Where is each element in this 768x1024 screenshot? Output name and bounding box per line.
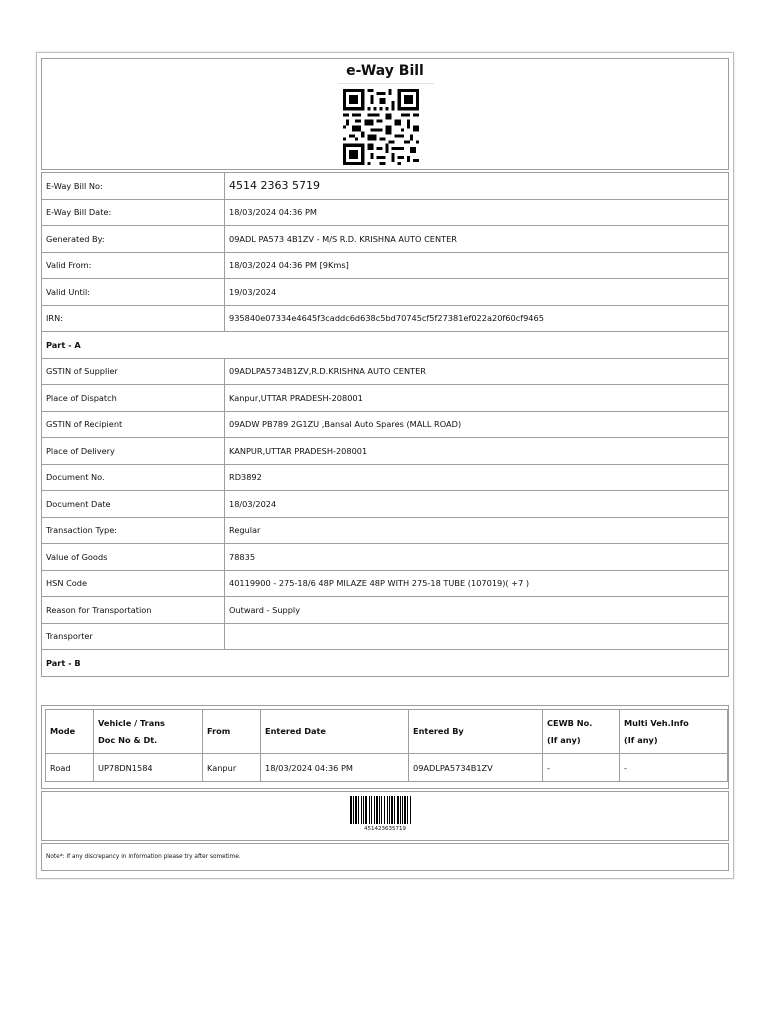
part-a-label: Transporter <box>42 623 225 650</box>
part-a-value <box>225 623 729 650</box>
part-a-label: Value of Goods <box>42 544 225 571</box>
cell-from: Kanpur <box>203 754 261 782</box>
part-a-row <box>42 570 729 597</box>
detail-row-irn <box>42 305 729 332</box>
part-a-value: 78835 <box>225 544 729 571</box>
detail-row-valid-from <box>42 252 729 279</box>
part-a-row <box>42 438 729 465</box>
detail-label: E-Way Bill No: <box>42 173 225 200</box>
part-a-label: GSTIN of Recipient <box>42 411 225 438</box>
part-a-row <box>42 517 729 544</box>
part-a-label: Place of Delivery <box>42 438 225 465</box>
column-header-multi-veh <box>620 710 728 754</box>
cell-mode: Road <box>46 754 94 782</box>
column-header-cewb <box>543 710 620 754</box>
part-a-label: Document No. <box>42 464 225 491</box>
part-a-value: Outward - Supply <box>225 597 729 624</box>
vehicle-table-row <box>46 754 728 782</box>
barcode-icon <box>350 796 422 824</box>
column-header-line1: Entered Date <box>265 726 326 736</box>
cell-vehicle-no: UP78DN1584 <box>94 754 203 782</box>
document-title: e-Way Bill <box>346 63 424 79</box>
part-a-label: Reason for Transportation <box>42 597 225 624</box>
detail-value: 18/03/2024 04:36 PM [9Kms] <box>225 252 729 279</box>
column-header-mode <box>46 710 94 754</box>
part-b-title: Part - B <box>42 650 729 677</box>
header-section <box>41 58 729 170</box>
part-a-value: RD3892 <box>225 464 729 491</box>
column-header-line2: (If any) <box>547 734 581 745</box>
part-a-value: 09ADW PB789 2G1ZU ,Bansal Auto Spares (MALL ROAD) <box>225 411 729 438</box>
part-a-row <box>42 597 729 624</box>
detail-label: Generated By: <box>42 226 225 253</box>
part-a-title: Part - A <box>42 332 729 359</box>
vehicle-table-header-row <box>46 710 728 754</box>
column-header-line1: Vehicle / Trans <box>98 717 165 728</box>
eway-bill-number: 4514 2363 5719 <box>225 173 729 200</box>
column-header-entered-date <box>261 710 409 754</box>
detail-row-ewb-date <box>42 199 729 226</box>
column-header-line2: (If any) <box>624 734 658 745</box>
eway-bill-details-table <box>41 172 729 677</box>
part-a-value: 18/03/2024 <box>225 491 729 518</box>
part-b-header-row <box>42 650 729 677</box>
column-header-line1: Entered By <box>413 726 464 736</box>
barcode-number: 451423635719 <box>364 826 406 832</box>
cell-entered-date: 18/03/2024 04:36 PM <box>261 754 409 782</box>
detail-value: 18/03/2024 04:36 PM <box>225 199 729 226</box>
barcode-section <box>41 791 729 841</box>
detail-value: 19/03/2024 <box>225 279 729 306</box>
part-b-section <box>41 705 729 789</box>
part-a-label: GSTIN of Supplier <box>42 358 225 385</box>
part-a-header-row <box>42 332 729 359</box>
note-section <box>41 843 729 871</box>
part-a-row <box>42 544 729 571</box>
column-header-line1: Mode <box>50 726 76 736</box>
part-a-label: Transaction Type: <box>42 517 225 544</box>
cell-entered-by: 09ADLPA5734B1ZV <box>409 754 543 782</box>
column-header-line1: CEWB No. <box>547 717 593 728</box>
part-a-value: Regular <box>225 517 729 544</box>
detail-row-ewb-no <box>42 173 729 200</box>
part-a-value: 40119900 - 275-18/6 48P MILAZE 48P WITH 275-18 TUBE (107019)( +7 ) <box>225 570 729 597</box>
part-a-row <box>42 358 729 385</box>
detail-label: Valid Until: <box>42 279 225 306</box>
column-header-line1: Multi Veh.Info <box>624 717 689 728</box>
part-a-value: Kanpur,UTTAR PRADESH-208001 <box>225 385 729 412</box>
column-header-line2: Doc No & Dt. <box>98 734 158 745</box>
part-a-label: Document Date <box>42 491 225 518</box>
part-a-row <box>42 491 729 518</box>
detail-value: 09ADL PA573 4B1ZV - M/S R.D. KRISHNA AUTO CENTER <box>225 226 729 253</box>
part-a-row <box>42 623 729 650</box>
detail-label: IRN: <box>42 305 225 332</box>
part-a-label: HSN Code <box>42 570 225 597</box>
title-divider <box>338 83 434 84</box>
discrepancy-note: Note*: If any discrepancy in information please try after sometime. <box>46 854 241 860</box>
detail-value: 935840e07334e4645f3caddc6d638c5bd70745cf5f27381ef022a20f60cf9465 <box>225 305 729 332</box>
detail-row-valid-until <box>42 279 729 306</box>
qr-code-icon <box>343 89 419 165</box>
column-header-line1: From <box>207 726 231 736</box>
part-a-value: 09ADLPA5734B1ZV,R.D.KRISHNA AUTO CENTER <box>225 358 729 385</box>
column-header-vehicle <box>94 710 203 754</box>
detail-row-generated-by <box>42 226 729 253</box>
part-a-value: KANPUR,UTTAR PRADESH-208001 <box>225 438 729 465</box>
vehicle-details-table <box>45 709 728 782</box>
column-header-from <box>203 710 261 754</box>
part-a-row <box>42 411 729 438</box>
detail-label: Valid From: <box>42 252 225 279</box>
part-a-row <box>42 464 729 491</box>
column-header-entered-by <box>409 710 543 754</box>
eway-bill-document <box>36 52 734 879</box>
part-a-label: Place of Dispatch <box>42 385 225 412</box>
cell-cewb: - <box>543 754 620 782</box>
detail-label: E-Way Bill Date: <box>42 199 225 226</box>
part-a-row <box>42 385 729 412</box>
cell-multi-veh: - <box>620 754 728 782</box>
